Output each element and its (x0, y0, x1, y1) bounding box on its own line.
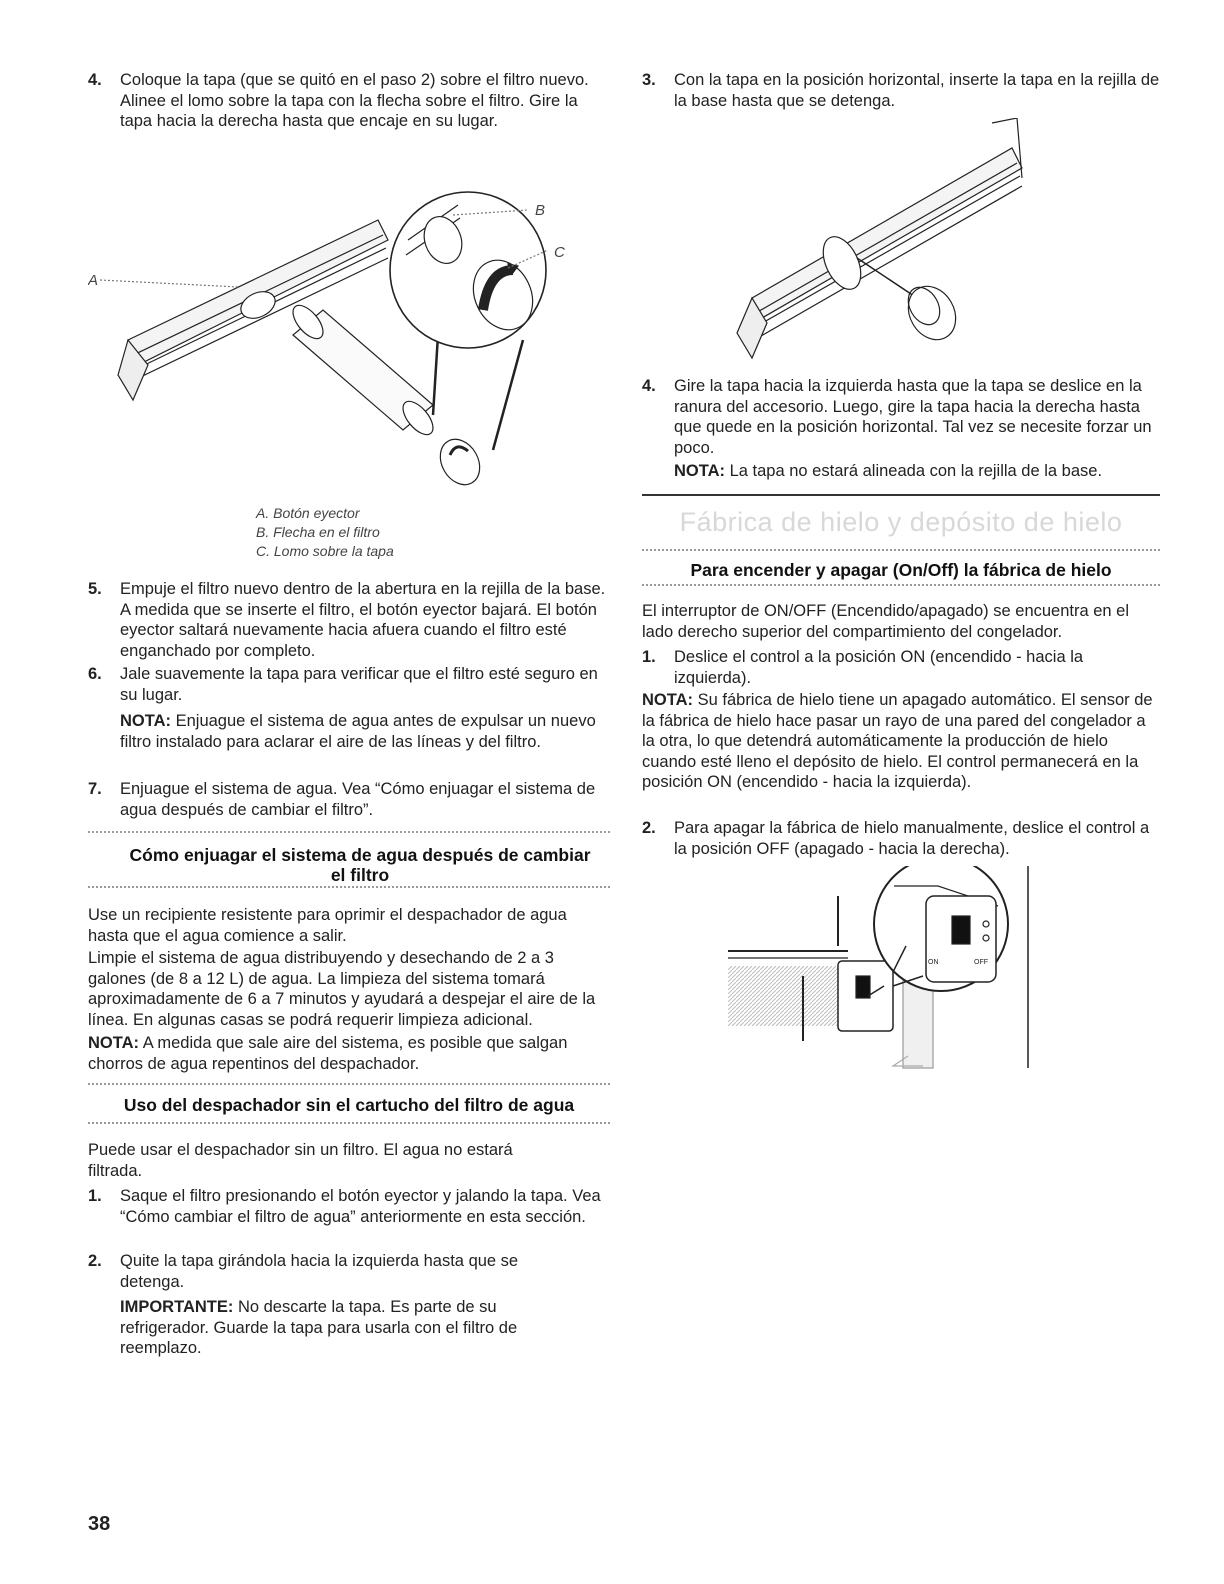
rinse-paragraph-1: Use un recipiente resistente para oprimir el despachador de agua hasta que el agua comience a salir. (88, 906, 567, 945)
step-text: Gire la tapa hacia la izquierda hasta que la tapa se deslice en la ranura del accesorio. Luego, gire la tapa hacia la derecha hasta que quede en la posición horizontal. Tal vez se necesite forzar un poco. (674, 377, 1152, 457)
caption-a: A. Botón eyector (256, 505, 360, 521)
divider (88, 1122, 610, 1126)
note-text: La tapa no estará alineada con la rejilla de la base. (729, 462, 1103, 480)
step-6 (88, 664, 610, 705)
step-text: Jale suavemente la tapa para verificar que el filtro esté seguro en su lugar. (120, 665, 598, 704)
note-text: Su fábrica de hielo tiene un apagado automático. El sensor de la fábrica de hielo hace pasar un rayo de una pared del congelador a la otra, lo que detendrá automáticamente la producción de hielo cuando esté lleno el depósito de hielo. El control permanecerá en la posición ON (encendido - hacia la izquierda). (642, 691, 1153, 792)
rinse-paragraph-2: Limpie el sistema de agua distribuyendo y desechando de 2 a 3 galones (de 8 a 12 L) de agua. La limpieza del sistema tomará aproximadamente de 6 a 7 minutos y ayudará a despejar el aire de la línea. En algunas casas se podrá requerir limpieza adicional. (88, 949, 596, 1029)
nofilter-step-2 (88, 1251, 560, 1292)
step-text: Deslice el control a la posición ON (encendido - hacia la izquierda). (674, 648, 1084, 687)
step-text: Para apagar la fábrica de hielo manualmente, deslice el control a la posición OFF (apagado - hacia la derecha). (674, 819, 1150, 858)
step-number: 3. (642, 71, 656, 89)
important-text: No descarte la tapa. Es parte de su refrigerador. Guarde la tapa para usarla con el filtro de reemplazo. (120, 1298, 518, 1358)
step-text: Enjuague el sistema de agua. Vea “Cómo enjuagar el sistema de agua después de cambiar el filtro”. (120, 780, 596, 819)
step-number: 1. (642, 648, 656, 666)
switch-off-label: OFF (974, 959, 988, 966)
step-text: Con la tapa en la posición horizontal, inserte la tapa en la rejilla de la base hasta que se detenga. (674, 71, 1160, 110)
important-label: IMPORTANTE: (120, 1298, 234, 1316)
note-text: A medida que sale aire del sistema, es posible que salgan chorros de agua repentinos del despachador. (88, 1034, 568, 1073)
note-text: Enjuague el sistema de agua antes de expulsar un nuevo filtro instalado para aclarar el aire de las líneas y del filtro. (120, 712, 596, 751)
step-number: 2. (642, 819, 656, 837)
note-label: NOTA: (674, 462, 726, 480)
onoff-step-1 (642, 647, 1160, 688)
note-label: NOTA: (120, 712, 172, 730)
heading-nofilter: Uso del despachador sin el cartucho del filtro de agua (123, 1095, 575, 1115)
step-4-left (88, 70, 610, 132)
heading-onoff: Para encender y apagar (On/Off) la fábrica de hielo (690, 560, 1112, 580)
section-title: Fábrica de hielo y depósito de hielo (679, 507, 1123, 537)
onoff-step-2 (642, 818, 1160, 859)
step-text: Coloque la tapa (que se quitó en el paso 2) sobre el filtro nuevo. Alinee el lomo sobre la tapa con la flecha sobre el filtro. Gire la tapa hacia la derecha hasta que encaje en su lugar. (120, 71, 589, 131)
note-step-6 (120, 711, 602, 752)
step-number: 4. (642, 377, 656, 395)
step-text: Quite la tapa girándola hacia la izquierda hasta que se detenga. (120, 1252, 519, 1291)
caption-b: B. Flecha en el filtro (256, 524, 380, 540)
step-number: 6. (88, 665, 102, 683)
page-number: 38 (88, 1513, 111, 1535)
step-3-right (642, 70, 1160, 111)
divider (88, 886, 610, 890)
note-label: NOTA: (642, 691, 694, 709)
important-note (120, 1297, 570, 1359)
step-number: 5. (88, 580, 102, 598)
note-step-4 (674, 461, 1160, 482)
step-5 (88, 579, 610, 661)
caption-c: C. Lomo sobre la tapa (256, 543, 394, 559)
rinse-note (88, 1033, 608, 1074)
step-number: 7. (88, 780, 102, 798)
divider (88, 831, 610, 835)
divider (642, 549, 1160, 553)
step-text: Empuje el filtro nuevo dentro de la abertura en la rejilla de la base. A medida que se inserte el filtro, el botón eyector bajará. El botón eyector saltará nuevamente hacia afuera cuando el filtro esté enganchado por completo. (120, 580, 606, 660)
switch-on-label: ON (928, 959, 939, 966)
label-a: A (88, 272, 99, 289)
filter-install-illustration (88, 160, 610, 505)
step-number: 1. (88, 1187, 102, 1205)
divider (642, 584, 1160, 588)
step-text: Saque el filtro presionando el botón eyector y jalando la tapa. Vea “Cómo cambiar el filtro de agua” anteriormente en esta sección. (120, 1187, 601, 1226)
divider (88, 1083, 610, 1087)
label-b: B (535, 202, 546, 219)
icemaker-switch-illustration (728, 866, 1078, 1071)
figure-caption (256, 504, 394, 561)
cap-insert-illustration (692, 118, 1092, 363)
label-c: C (554, 244, 565, 261)
heading-rinse: Cómo enjuagar el sistema de agua después de cambiar el filtro (129, 845, 591, 885)
nofilter-paragraph: Puede usar el despachador sin un filtro. El agua no estará filtrada. (88, 1141, 513, 1180)
step-7 (88, 779, 610, 820)
note-label: NOTA: (88, 1034, 140, 1052)
onoff-note (642, 690, 1160, 793)
step-4-right (642, 376, 1160, 458)
step-number: 4. (88, 71, 102, 89)
nofilter-step-1 (88, 1186, 610, 1227)
section-rule (642, 494, 1160, 496)
step-number: 2. (88, 1252, 102, 1270)
onoff-paragraph: El interruptor de ON/OFF (Encendido/apagado) se encuentra en el lado derecho superior del compartimiento del congelador. (642, 602, 1130, 641)
